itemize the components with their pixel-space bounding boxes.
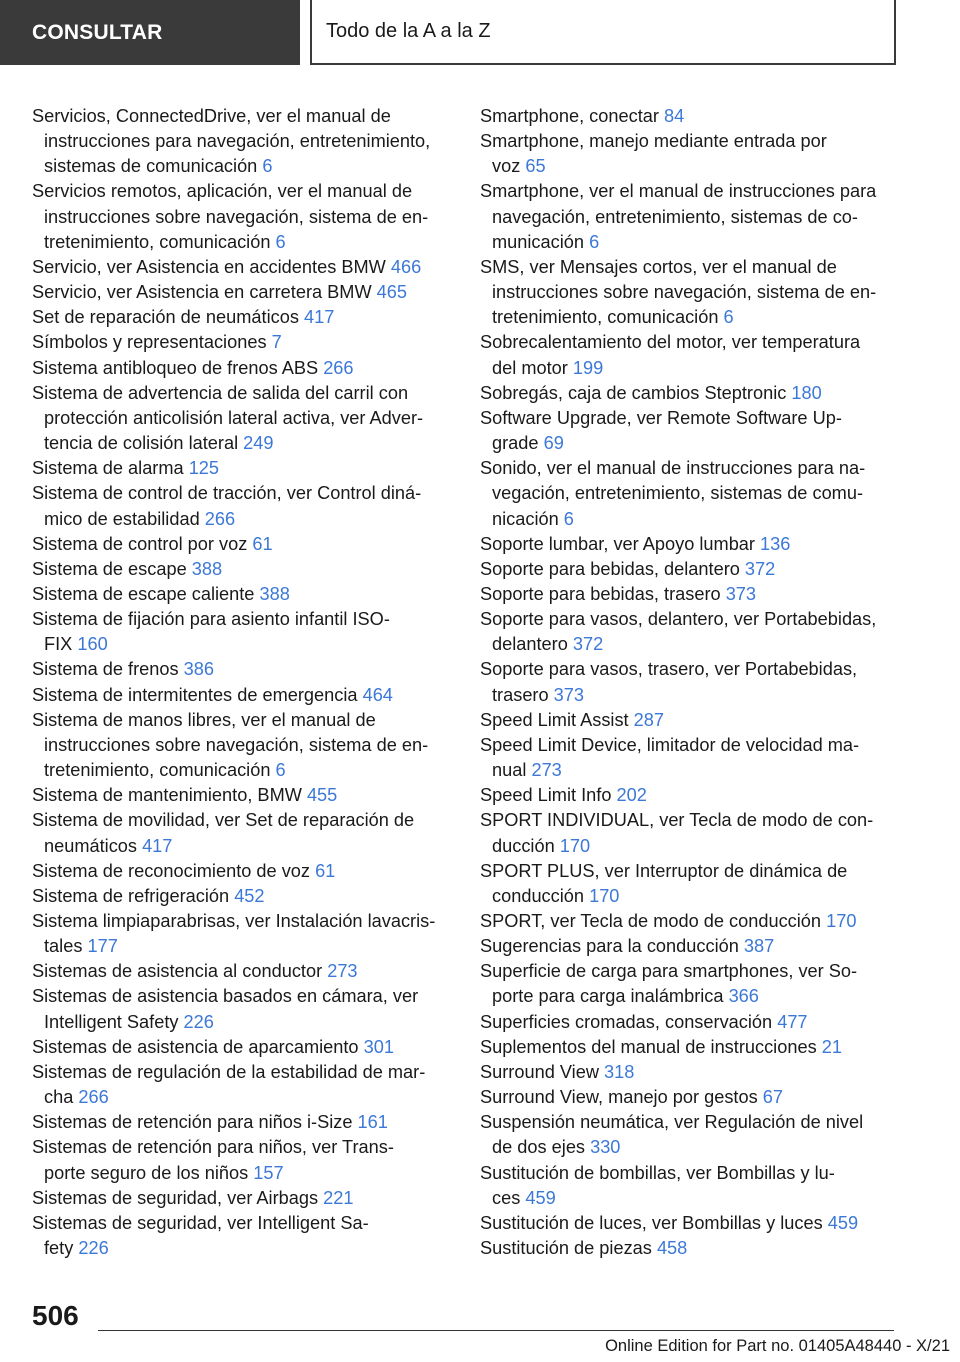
- index-entry: [32, 305, 454, 330]
- page-reference-link[interactable]: 125: [188, 458, 220, 479]
- index-entry: [32, 909, 454, 959]
- index-entry-text: Sistemas de regulación de la estabilidad de mar‐: [32, 1061, 426, 1082]
- index-entry-text: Sistema de intermitentes de emergencia: [32, 684, 363, 705]
- index-entry: [480, 582, 900, 607]
- index-entry-text: FIX: [44, 634, 78, 655]
- page-reference-link[interactable]: 318: [604, 1061, 635, 1082]
- page-reference-link[interactable]: 455: [306, 785, 338, 806]
- page-reference-link[interactable]: 266: [204, 508, 236, 529]
- index-entry-text: Sistema de refrigeración: [32, 885, 235, 906]
- index-entry-text: Sistema de alarma: [32, 458, 189, 479]
- index-entry-text: SPORT PLUS, ver Interruptor de dinámica de: [480, 860, 848, 881]
- page-reference-link[interactable]: 202: [616, 785, 647, 806]
- page-reference-link[interactable]: 266: [323, 357, 354, 378]
- index-entry-text: voz: [492, 156, 526, 177]
- index-entry: [32, 456, 454, 481]
- chapter-title: [310, 0, 896, 65]
- index-entry-text: Sustitución de bombillas, ver Bombillas y lu‐: [480, 1162, 835, 1183]
- page-reference-link[interactable]: 180: [791, 382, 822, 403]
- page-reference-link[interactable]: 249: [243, 433, 274, 454]
- index-entry-text: Smartphone, conectar: [480, 106, 664, 126]
- page-reference-link[interactable]: 21: [821, 1036, 842, 1057]
- page-reference-link[interactable]: 6: [589, 231, 600, 252]
- index-entry-text: Smartphone, ver el manual de instrucciones para: [480, 181, 877, 202]
- index-entry-text: Sobregás, caja de cambios Steptronic: [480, 382, 792, 403]
- index-entry: [32, 607, 454, 657]
- index-entry: [32, 481, 454, 531]
- page-reference-link[interactable]: 373: [725, 583, 757, 604]
- page-reference-link[interactable]: 373: [553, 684, 585, 705]
- index-entry: [32, 1060, 454, 1110]
- index-entry-text: Software Upgrade, ver Remote Software Up‐: [480, 407, 842, 428]
- page-reference-link[interactable]: 170: [559, 835, 591, 856]
- index-entry: [32, 356, 454, 381]
- page-reference-link[interactable]: 136: [760, 533, 791, 554]
- index-entry-text: Suplementos del manual de instrucciones: [480, 1036, 822, 1057]
- page-reference-link[interactable]: 458: [656, 1238, 688, 1259]
- index-entry-text: Soporte para bebidas, trasero: [480, 583, 726, 604]
- index-entry: [480, 557, 900, 582]
- index-entry: [480, 959, 900, 1009]
- index-entry: [32, 104, 454, 179]
- index-entry: [480, 934, 900, 959]
- index-entry-text: Speed Limit Info: [480, 785, 617, 806]
- index-entry: [32, 1211, 454, 1261]
- index-entry-text: Sistema de control de tracción, ver Control diná‐: [32, 483, 422, 504]
- index-column-left: [32, 104, 454, 1261]
- index-entry-text: Sistema de movilidad, ver Set de reparación de: [32, 810, 415, 831]
- index-entry: [32, 381, 454, 456]
- index-entry: [32, 532, 454, 557]
- page-reference-link[interactable]: 221: [323, 1187, 354, 1208]
- index-entry: [480, 1236, 900, 1261]
- page-reference-link[interactable]: 7: [271, 332, 282, 353]
- index-entry-text: tretenimiento, comunicación: [492, 307, 724, 328]
- index-entry: [480, 1035, 900, 1060]
- page-reference-link[interactable]: 464: [362, 684, 393, 705]
- index-entry-text: Superficie de carga para smartphones, ver So‐: [480, 961, 858, 982]
- index-entry-text: mico de estabilidad: [44, 508, 205, 529]
- page-reference-link[interactable]: 6: [275, 760, 286, 781]
- index-entry-text: instrucciones para navegación, entretenimiento,: [44, 131, 431, 152]
- page-reference-link[interactable]: 459: [525, 1187, 556, 1208]
- index-entry: [480, 859, 900, 909]
- index-entry-text: protección anticolisión lateral activa, ver Adver‐: [44, 407, 424, 428]
- page-reference-link[interactable]: 6: [275, 231, 286, 252]
- index-entry-text: Sistema de escape caliente: [32, 583, 260, 604]
- index-entry: [480, 657, 900, 707]
- index-entry: [480, 1060, 900, 1085]
- index-entry-text: Sustitución de piezas: [480, 1238, 657, 1259]
- page-reference-link[interactable]: 6: [563, 508, 574, 529]
- page-reference-link[interactable]: 386: [183, 659, 214, 680]
- index-entry-text: Superficies cromadas, conservación: [480, 1011, 778, 1032]
- page-reference-link[interactable]: 287: [633, 709, 665, 730]
- index-column-right: [480, 104, 900, 1261]
- index-entry-text: Surround View, manejo por gestos: [480, 1087, 763, 1108]
- index-entry: [480, 456, 900, 531]
- index-entry-text: Servicios, ConnectedDrive, ver el manual de: [32, 106, 391, 126]
- index-entry-text: tretenimiento, comunicación: [44, 760, 276, 781]
- index-entry-text: Sonido, ver el manual de instrucciones para na‐: [480, 458, 866, 479]
- page-reference-link[interactable]: 61: [252, 533, 273, 554]
- index-entry-text: Sustitución de luces, ver Bombillas y luces: [480, 1212, 828, 1233]
- index-entry-text: Símbolos y representaciones: [32, 332, 272, 353]
- footer-divider: [98, 1330, 894, 1331]
- index-entry-text: de dos ejes: [492, 1137, 591, 1158]
- index-entry-text: Soporte para bebidas, delantero: [480, 558, 745, 579]
- index-entry: [480, 607, 900, 657]
- page-reference-link[interactable]: 372: [744, 558, 776, 579]
- index-entry: [32, 708, 454, 783]
- index-entry: [480, 808, 900, 858]
- index-entry-text: Servicio, ver Asistencia en carretera BMW: [32, 282, 377, 303]
- index-entry: [480, 1161, 900, 1211]
- index-entry: [480, 1085, 900, 1110]
- section-label-text: CONSULTAR: [32, 20, 163, 44]
- index-entry-text: Sistema de frenos: [32, 659, 184, 680]
- index-entry-text: SPORT, ver Tecla de modo de conducción: [480, 911, 827, 931]
- page-reference-link[interactable]: 388: [191, 558, 223, 579]
- index-entry: [32, 959, 454, 984]
- index-entry-text: Soporte para vasos, trasero, ver Portabebidas,: [480, 659, 858, 680]
- page-reference-link[interactable]: 330: [590, 1137, 621, 1158]
- index-entry: [32, 984, 454, 1034]
- page-reference-link[interactable]: 170: [826, 911, 857, 931]
- index-entry-text: sistemas de comunicación: [44, 156, 263, 177]
- index-entry-text: instrucciones sobre navegación, sistema de en‐: [492, 282, 877, 303]
- page-reference-link[interactable]: 417: [303, 307, 335, 328]
- index-entry-text: Soporte lumbar, ver Apoyo lumbar: [480, 533, 761, 554]
- index-entry-text: Set de reparación de neumáticos: [32, 307, 304, 328]
- index-entry-text: porte para carga inalámbrica: [492, 986, 729, 1007]
- index-entry: [32, 557, 454, 582]
- index-entry: [480, 255, 900, 330]
- index-entry-text: municación: [492, 231, 590, 252]
- index-entry-text: tencia de colisión lateral: [44, 433, 244, 454]
- index-entry-text: instrucciones sobre navegación, sistema de en‐: [44, 734, 429, 755]
- index-entry-text: del motor: [492, 357, 573, 378]
- index-entry-text: ces: [492, 1187, 526, 1208]
- index-entry: [32, 1110, 454, 1135]
- page-reference-link[interactable]: 177: [87, 936, 118, 957]
- index-entry: [480, 179, 900, 254]
- page-reference-link[interactable]: 273: [531, 760, 562, 781]
- index-entry-text: neumáticos: [44, 835, 143, 856]
- index-entry-text: Speed Limit Assist: [480, 709, 634, 730]
- index-entry-text: conducción: [492, 885, 590, 906]
- index-entry: [32, 808, 454, 858]
- page-reference-link[interactable]: 366: [728, 986, 759, 1007]
- page-reference-link[interactable]: 84: [664, 106, 685, 126]
- index-entry: [32, 859, 454, 884]
- chapter-title-text: Todo de la A a la Z: [326, 20, 491, 42]
- index-entry-text: cha: [44, 1087, 79, 1108]
- page-reference-link[interactable]: 69: [543, 433, 564, 454]
- index-entry-text: Speed Limit Device, limitador de velocidad ma‐: [480, 734, 860, 755]
- index-entry-text: Sistema antibloqueo de frenos ABS: [32, 357, 324, 378]
- page-reference-link[interactable]: 466: [390, 256, 422, 277]
- page-reference-link[interactable]: 465: [376, 282, 408, 303]
- index-entry: [32, 884, 454, 909]
- page-reference-link[interactable]: 6: [262, 156, 273, 177]
- index-entry: [480, 733, 900, 783]
- index-entry-text: Sistemas de seguridad, ver Airbags: [32, 1187, 324, 1208]
- index-entry-text: Sistema limpiaparabrisas, ver Instalación lavacris‐: [32, 911, 436, 931]
- index-entry: [32, 330, 454, 355]
- index-entry-text: grade: [492, 433, 544, 454]
- index-entry: [32, 683, 454, 708]
- index-entry: [480, 783, 900, 808]
- page-reference-link[interactable]: 477: [777, 1011, 808, 1032]
- index-entry-text: Sistemas de seguridad, ver Intelligent Sa‐: [32, 1212, 369, 1233]
- page-reference-link[interactable]: 226: [183, 1011, 214, 1032]
- index-entry: [480, 1211, 900, 1236]
- page-reference-link[interactable]: 452: [234, 885, 265, 906]
- page-reference-link[interactable]: 161: [357, 1112, 388, 1133]
- index-entry: [32, 783, 454, 808]
- index-entry-text: Sistema de mantenimiento, BMW: [32, 785, 307, 806]
- index-entry-text: Sistema de advertencia de salida del carril con: [32, 382, 409, 403]
- index-entry: [480, 1110, 900, 1160]
- index-entry: [480, 532, 900, 557]
- edition-note: Online Edition for Part no. 01405A48440 - X/21: [605, 1337, 950, 1355]
- index-entry-text: Servicio, ver Asistencia en accidentes BMW: [32, 256, 391, 277]
- page-reference-link[interactable]: 157: [253, 1162, 284, 1183]
- page-reference-link[interactable]: 160: [77, 634, 108, 655]
- page-reference-link[interactable]: 266: [78, 1087, 109, 1108]
- index-entry-text: Suspensión neumática, ver Regulación de nivel: [480, 1112, 864, 1133]
- page-reference-link[interactable]: 273: [327, 961, 358, 982]
- index-entry-text: Sistemas de asistencia al conductor: [32, 961, 328, 982]
- page-reference-link[interactable]: 388: [259, 583, 290, 604]
- index-entry: [32, 1135, 454, 1185]
- index-entry-text: tretenimiento, comunicación: [44, 231, 276, 252]
- page-reference-link[interactable]: 459: [827, 1212, 859, 1233]
- index-entry-text: SMS, ver Mensajes cortos, ver el manual de: [480, 256, 837, 277]
- index-entry-text: nual: [492, 760, 532, 781]
- index-entry-text: tales: [44, 936, 88, 957]
- page-reference-link[interactable]: 226: [78, 1238, 109, 1259]
- index-entry-text: instrucciones sobre navegación, sistema de en‐: [44, 206, 429, 227]
- index-entry: [480, 381, 900, 406]
- page-reference-link[interactable]: 199: [572, 357, 604, 378]
- index-entry-text: delantero: [492, 634, 573, 655]
- index-entry: [480, 330, 900, 380]
- page-number: 506: [32, 1300, 79, 1331]
- index-entry-text: Sistemas de asistencia de aparcamiento: [32, 1036, 364, 1057]
- index-entry-text: trasero: [492, 684, 554, 705]
- page-reference-link[interactable]: 170: [589, 885, 620, 906]
- index-entry-text: Intelligent Safety: [44, 1011, 184, 1032]
- page-reference-link[interactable]: 372: [572, 634, 604, 655]
- index-entry: [32, 1186, 454, 1211]
- index-entry-text: Soporte para vasos, delantero, ver Portabebidas,: [480, 609, 877, 630]
- section-label: [0, 0, 300, 65]
- page-reference-link[interactable]: 301: [363, 1036, 394, 1057]
- index-entry: [32, 255, 454, 280]
- page-reference-link[interactable]: 67: [762, 1087, 783, 1108]
- index-entry: [480, 104, 900, 129]
- index-entry: [32, 1035, 454, 1060]
- index-entry-text: Smartphone, manejo mediante entrada por: [480, 131, 827, 152]
- index-entry-text: fety: [44, 1238, 79, 1259]
- index-entry-text: porte seguro de los niños: [44, 1162, 254, 1183]
- index-entry: [480, 1010, 900, 1035]
- index-entry-text: Sistemas de asistencia basados en cámara, ver: [32, 986, 419, 1007]
- page-reference-link[interactable]: 61: [315, 860, 336, 881]
- index-entry: [480, 708, 900, 733]
- page-reference-link[interactable]: 417: [142, 835, 173, 856]
- index-entry-text: navegación, entretenimiento, sistemas de co‐: [492, 206, 858, 227]
- index-entry-text: Sistema de manos libres, ver el manual de: [32, 709, 376, 730]
- index-entry-text: ducción: [492, 835, 560, 856]
- index-entry-text: Sistemas de retención para niños i-Size: [32, 1112, 358, 1133]
- index-entry: [480, 129, 900, 179]
- page-reference-link[interactable]: 387: [743, 936, 775, 957]
- index-entry-text: SPORT INDIVIDUAL, ver Tecla de modo de con‐: [480, 810, 874, 831]
- index-entry: [480, 406, 900, 456]
- index-entry: [32, 582, 454, 607]
- index-entry: [32, 179, 454, 254]
- page-reference-link[interactable]: 6: [723, 307, 734, 328]
- index-entry-text: Sistema de control por voz: [32, 533, 253, 554]
- index-entry-text: Sistema de reconocimiento de voz: [32, 860, 316, 881]
- page-reference-link[interactable]: 65: [525, 156, 546, 177]
- index-entry-text: Servicios remotos, aplicación, ver el manual de: [32, 181, 413, 202]
- index-entry-text: vegación, entretenimiento, sistemas de comu‐: [492, 483, 864, 504]
- index-entry-text: Sobrecalentamiento del motor, ver temperatura: [480, 332, 861, 353]
- index-entry: [32, 657, 454, 682]
- index-entry-text: Surround View: [480, 1061, 605, 1082]
- index-entry: [32, 280, 454, 305]
- index-entry: [480, 909, 900, 934]
- index-entry-text: Sistemas de retención para niños, ver Trans‐: [32, 1137, 394, 1158]
- index-entry-text: Sugerencias para la conducción: [480, 936, 744, 957]
- index-entry-text: Sistema de fijación para asiento infantil ISO‐: [32, 609, 390, 630]
- index-entry-text: Sistema de escape: [32, 558, 192, 579]
- index-entry-text: nicación: [492, 508, 564, 529]
